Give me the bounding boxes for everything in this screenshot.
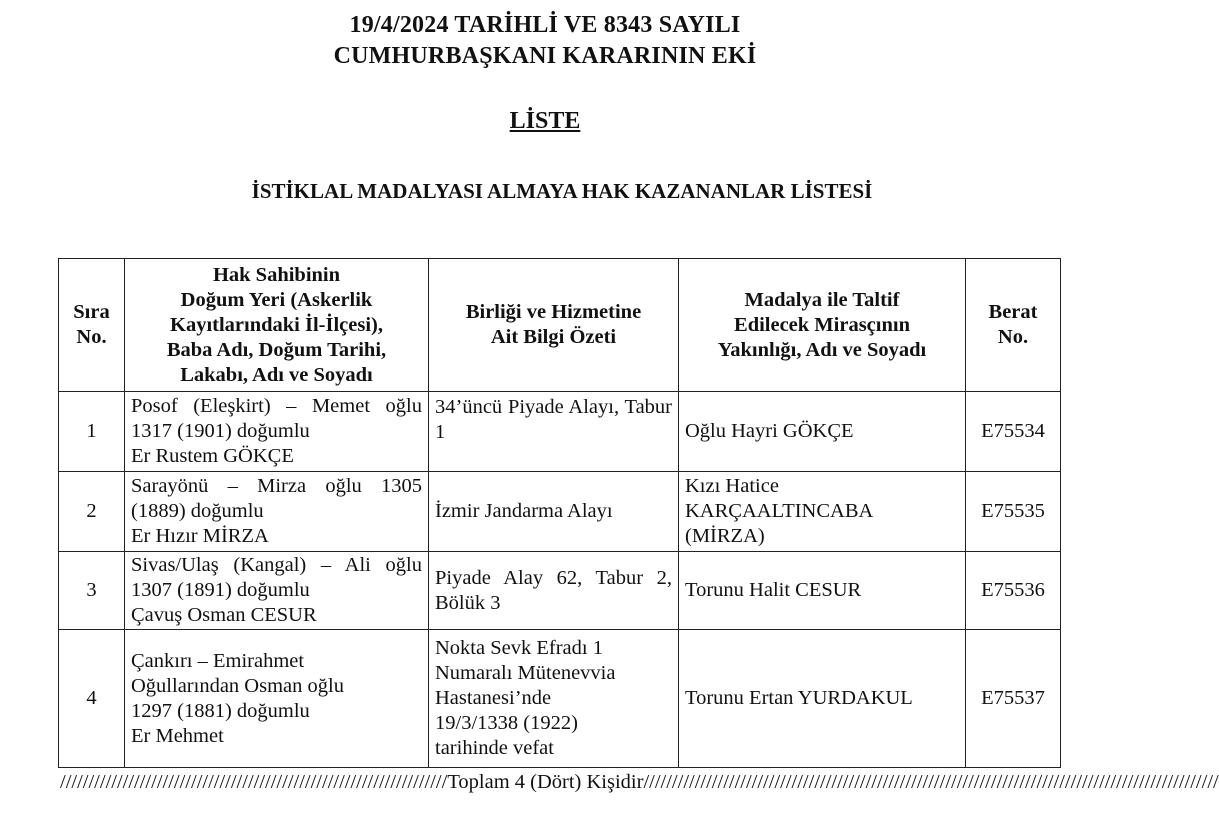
liste-heading: LİSTE [509, 108, 581, 134]
row-berat: E75534 [966, 392, 1061, 472]
row-berat: E75537 [966, 630, 1061, 768]
header-mirasci: Madalya ile Taltif Edilecek Mirasçının Yakınlığı, Adı ve Soyadı [679, 259, 966, 392]
header-berat-no: Berat No. [966, 259, 1061, 392]
table-row [59, 472, 1061, 552]
row-unit: Nokta Sevk Efradı 1 Numaralı Mütenevvia Hastanesi’nde 19/3/1338 (1922) tarihinde vefat [429, 630, 679, 768]
row-person: Çankırı – Emirahmet Oğullarından Osman oğlu 1297 (1881) doğumlu Er Mehmet [125, 630, 429, 768]
header-sira-no: Sıra No. [59, 259, 125, 392]
footer-slashes-left: //////////////////////////////////////////////////////////////////// [60, 771, 448, 793]
row-number: 2 [59, 472, 125, 552]
document-title [0, 10, 1090, 72]
row-person: Sarayönü – Mirza oğlu 1305 (1889) doğumlu Er Hızır MİRZA [125, 472, 429, 552]
title-line-1: 19/4/2024 TARİHLİ VE 8343 SAYILI [349, 12, 741, 38]
row-unit: 34’üncü Piyade Alayı, Tabur 1 [429, 392, 679, 472]
table-row [59, 392, 1061, 472]
row-heir: Torunu Ertan YURDAKUL [679, 630, 966, 768]
table-row [59, 630, 1061, 768]
title-line-2: CUMHURBAŞKANI KARARININ EKİ [333, 43, 757, 69]
row-unit: İzmir Jandarma Alayı [429, 472, 679, 552]
row-unit: Piyade Alay 62, Tabur 2, Bölük 3 [429, 552, 679, 630]
footer-slashes-right: ///////////////////////////////////////////////////////////////////////////////////////////////////// [643, 771, 1219, 793]
table-header-row [59, 259, 1061, 392]
row-heir: Kızı Hatice KARÇAALTINCABA (MİRZA) [679, 472, 966, 552]
footer-total: Toplam 4 (Dört) Kişidir [447, 771, 644, 793]
table-row [59, 552, 1061, 630]
row-person: Posof (Eleşkirt) – Memet oğlu 1317 (1901) doğumlu Er Rustem GÖKÇE [125, 392, 429, 472]
row-berat: E75535 [966, 472, 1061, 552]
row-person: Sivas/Ulaş (Kangal) – Ali oğlu 1307 (1891) doğumlu Çavuş Osman CESUR [125, 552, 429, 630]
list-subtitle: İSTİKLAL MADALYASI ALMAYA HAK KAZANANLAR LİSTESİ [251, 179, 873, 203]
row-number: 3 [59, 552, 125, 630]
row-number: 4 [59, 630, 125, 768]
medal-recipients-table [58, 258, 1061, 768]
header-birligi: Birliği ve Hizmetine Ait Bilgi Özeti [429, 259, 679, 392]
row-berat: E75536 [966, 552, 1061, 630]
row-heir: Oğlu Hayri GÖKÇE [679, 392, 966, 472]
row-heir: Torunu Halit CESUR [679, 552, 966, 630]
header-hak-sahibi: Hak Sahibinin Doğum Yeri (Askerlik Kayıtlarındaki İl-İlçesi), Baba Adı, Doğum Tarihi, Lakabı, Adı ve Soyadı [125, 259, 429, 392]
row-number: 1 [59, 392, 125, 472]
total-footer [60, 769, 1219, 795]
